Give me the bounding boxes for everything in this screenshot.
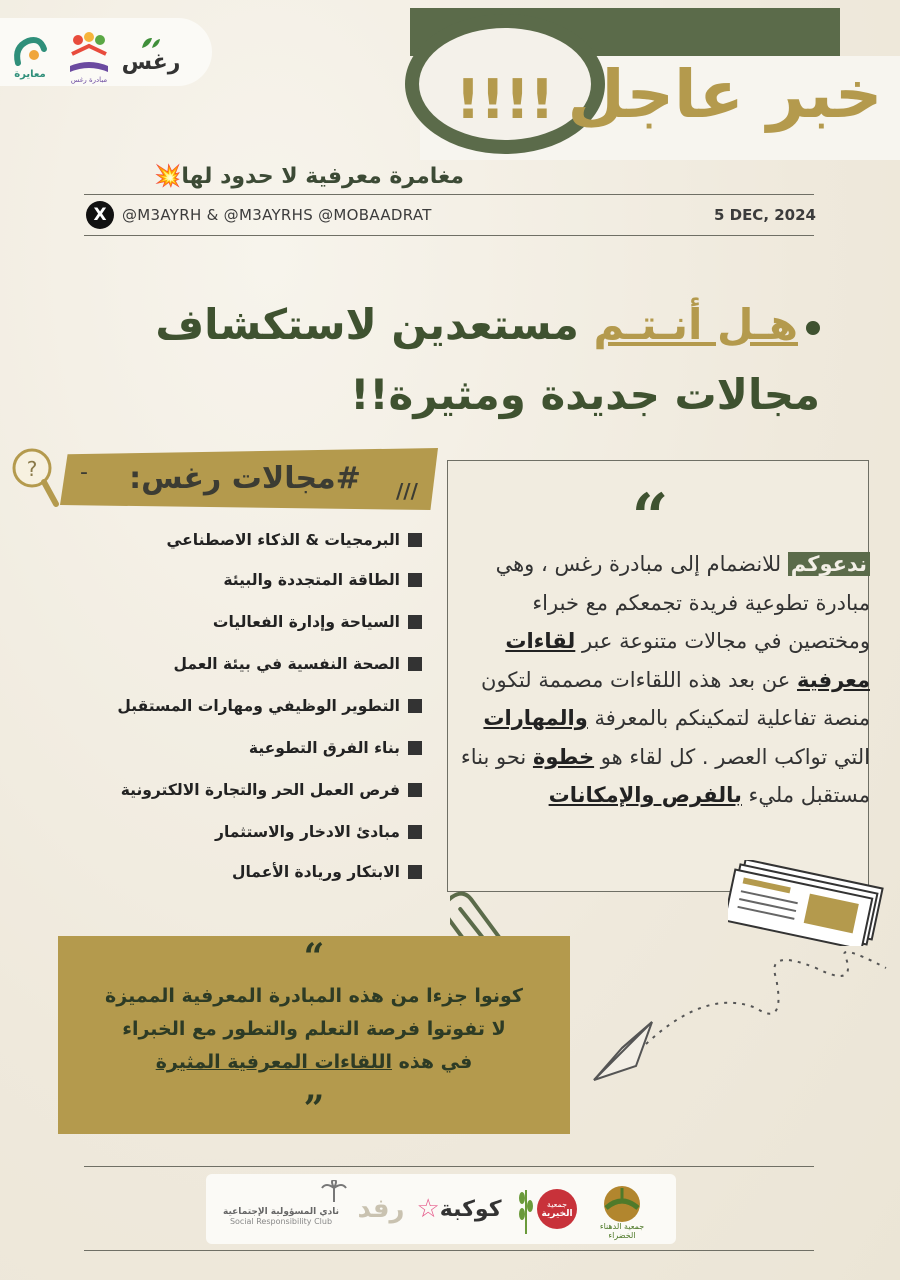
m3ayrh-logo-label: معايرة: [14, 68, 46, 80]
sponsor-divider-bottom: [84, 1250, 814, 1251]
headline-gold: هـل أنـتـم: [593, 300, 798, 349]
m3ayrh-logo-icon: [10, 33, 50, 69]
headline-line-2: مجالات جديدة ومثيرة!!: [350, 370, 820, 419]
bullet-dot: [806, 321, 820, 335]
field-item-label: مبادئ الادخار والاستثمار: [215, 823, 400, 841]
square-bullet: [408, 825, 422, 839]
raghs-logo-label: رغس: [121, 49, 181, 75]
field-item-label: البرمجيات & الذكاء الاصطناعي: [166, 531, 400, 549]
field-item: [60, 776, 422, 804]
invite-emphasis-4: بالفرص والإمكانات: [548, 783, 742, 807]
khairiya-emblem: [537, 1189, 577, 1229]
invitation-text: [452, 545, 870, 815]
newspaper-icon: [728, 860, 894, 946]
banner-slashes: ///: [396, 479, 418, 503]
invite-emphasis-3: خطوة: [532, 744, 595, 769]
leaf-icon: [140, 36, 162, 50]
dahna-logo: [588, 1178, 656, 1240]
magnifier-question-icon: [8, 446, 60, 510]
raghs-initiative-label: مبادرة رغس: [70, 76, 108, 84]
field-item: [60, 526, 422, 554]
closing-line-1: كونوا جزءا من هذه المبادرة المعرفية المميزة: [105, 985, 523, 1007]
svg-text:?: ?: [26, 457, 38, 481]
square-bullet: [408, 699, 422, 713]
closing-line-2: لا تفوتوا فرصة التعلم والتطور مع الخبراء: [122, 1018, 506, 1040]
field-item: [60, 858, 422, 886]
square-bullet: [408, 741, 422, 755]
closing-close-quote: ”: [303, 1088, 325, 1130]
m3ayrh-logo: [4, 28, 56, 84]
square-bullet: [408, 615, 422, 629]
square-bullet: [408, 657, 422, 671]
palm-icon: [320, 1180, 348, 1202]
field-item: [60, 818, 422, 846]
closing-text: [64, 980, 564, 1079]
wheat-icon: [514, 1184, 538, 1236]
banner-dash: -: [80, 460, 88, 485]
field-item: [60, 734, 422, 762]
sponsor-divider-top: [84, 1166, 814, 1167]
urgent-news-title: خبر عاجل: [567, 56, 883, 133]
field-item-label: بناء الفرق التطوعية: [248, 739, 400, 757]
burst-icon: 💥: [153, 164, 182, 189]
kawkaba-logo: [412, 1178, 506, 1240]
rafd-label: رفد: [357, 1194, 405, 1224]
raghs-logo: [120, 30, 182, 80]
kawkaba-label: كوكبة: [439, 1196, 502, 1222]
invite-text-1: للانضمام إلى مبادرة رغس ، وهي مبادرة تطوعية فريدة تجمعكم مع خبراء ومختصين في مجالات متنوعة عبر: [495, 552, 870, 653]
square-bullet: [408, 573, 422, 587]
field-item-label: الطاقة المتجددة والبيئة: [223, 571, 400, 589]
field-item: [60, 566, 422, 594]
x-logo-icon[interactable]: X: [86, 201, 114, 229]
square-bullet: [408, 865, 422, 879]
social-club-logo: [210, 1178, 352, 1240]
headline-question: [40, 290, 820, 430]
closing-line-3-b: اللقاءات المعرفية المثيرة: [155, 1051, 393, 1073]
dahna-label: جمعية الدهناء الخضراء: [599, 1222, 645, 1240]
subtitle-text: مغامرة معرفية لا حدود لها: [181, 164, 464, 189]
field-item: [60, 692, 422, 720]
field-item: [60, 650, 422, 678]
invite-text-3: التي تواكب العصر . كل لقاء هو: [594, 744, 870, 769]
field-item: [60, 608, 422, 636]
square-bullet: [408, 533, 422, 547]
club-label-ar: نادي المسؤولية الإجتماعية: [223, 1206, 339, 1217]
social-handles: @M3AYRH & @M3AYRHS @MOBAADRAT: [122, 206, 432, 224]
closing-line-3: [64, 1046, 564, 1079]
field-item-label: الصحة النفسية في بيئة العمل: [173, 655, 400, 673]
square-bullet: [408, 783, 422, 797]
headline-line-1: [40, 290, 820, 360]
exclaim-marks: !!!!: [455, 68, 555, 131]
divider-top: [84, 194, 814, 195]
star-icon: ☆: [416, 1194, 440, 1224]
field-item-label: السياحة وإدارة الفعاليات: [212, 613, 400, 631]
invite-emphasis-2: والمهارات: [483, 706, 588, 730]
publish-date: 5 DEC, 2024: [713, 206, 816, 224]
invite-emphasis-1: لقاءات معرفية: [505, 629, 870, 692]
rafd-logo: [358, 1178, 404, 1240]
paper-plane-icon: [586, 948, 900, 1084]
subtitle: [84, 160, 464, 194]
dahna-emblem-icon: [596, 1178, 648, 1222]
club-label-en: Social Responsibility Club: [229, 1216, 333, 1226]
fields-title: #مجالات رغس:: [129, 461, 361, 496]
invite-tag: ندعوكم: [788, 552, 870, 576]
open-quote-icon: “: [631, 480, 669, 555]
closing-line-3-a: في هذه: [392, 1051, 473, 1073]
khairiya-logo: [514, 1178, 582, 1240]
field-item-label: فرص العمل الحر والتجارة الالكترونية: [120, 781, 400, 799]
headline-rest: مستعدين لاستكشاف: [155, 300, 594, 349]
field-item-label: التطوير الوظيفي ومهارات المستقبل: [117, 697, 400, 715]
khairiya-label-a: جمعية: [546, 1199, 568, 1209]
invite-text-2: عن بعد هذه اللقاءات مصممة لتكون منصة تفاعلية لتمكينكم بالمعرفة: [481, 667, 870, 730]
khairiya-label-b: الخيرية: [541, 1208, 573, 1219]
closing-open-quote: “: [303, 936, 325, 978]
divider-bottom: [84, 235, 814, 236]
people-book-icon: [66, 32, 112, 76]
invite-text-4: نحو بناء مستقبل مليء: [460, 744, 870, 807]
raghs-initiative-logo: [62, 28, 116, 88]
field-item-label: الابتكار وريادة الأعمال: [232, 863, 400, 881]
